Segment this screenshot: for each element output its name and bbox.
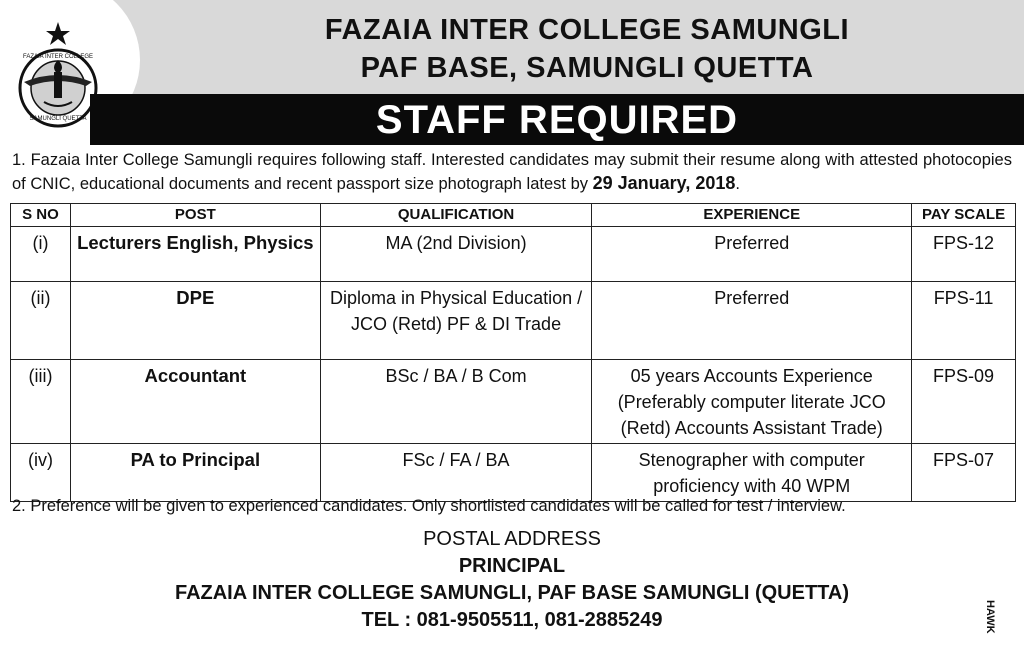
table-row bbox=[11, 444, 1016, 502]
cell-sno: (i) bbox=[11, 227, 71, 282]
cell-post: DPE bbox=[70, 282, 320, 360]
cell-experience: 05 years Accounts Experience (Preferably computer literate JCO (Retd) Accounts Assistant Trade) bbox=[592, 360, 912, 444]
staff-required-banner: STAFF REQUIRED bbox=[375, 98, 739, 142]
cell-experience: Preferred bbox=[592, 282, 912, 360]
cell-pay: FPS-11 bbox=[912, 282, 1016, 360]
cell-post: Lecturers English, Physics bbox=[70, 227, 320, 282]
col-header-sno: S NO bbox=[11, 204, 71, 227]
col-header-qualification: QUALIFICATION bbox=[320, 204, 592, 227]
cell-pay: FPS-09 bbox=[912, 360, 1016, 444]
crest-text-top: FAZAIA INTER COLLEGE bbox=[22, 54, 94, 60]
intro-text: 1. Fazaia Inter College Samungli requires following staff. Interested candidates may submit their resume along with attested photocopies of CNIC, educational documents and recent passport size photograph latest by bbox=[12, 151, 1012, 193]
cell-qualification: BSc / BA / B Com bbox=[320, 360, 592, 444]
cell-experience: Preferred bbox=[592, 227, 912, 282]
cell-sno: (ii) bbox=[11, 282, 71, 360]
col-header-post: POST bbox=[70, 204, 320, 227]
cell-qualification: MA (2nd Division) bbox=[320, 227, 592, 282]
header bbox=[0, 0, 1024, 145]
cell-qualification: FSc / FA / BA bbox=[320, 444, 592, 502]
telephone-numbers: TEL : 081-9505511, 081-2885249 bbox=[361, 609, 663, 631]
cell-post: PA to Principal bbox=[70, 444, 320, 502]
preference-note: 2. Preference will be given to experienced candidates. Only shortlisted candidates will be called for test / interview. bbox=[12, 497, 846, 515]
base-title: PAF BASE, SAMUNGLI QUETTA bbox=[360, 52, 814, 84]
intro-end: . bbox=[735, 175, 740, 193]
cell-pay: FPS-07 bbox=[912, 444, 1016, 502]
college-title: FAZAIA INTER COLLEGE SAMUNGLI bbox=[324, 14, 850, 46]
col-header-pay-scale: PAY SCALE bbox=[912, 204, 1016, 227]
cell-sno: (iii) bbox=[11, 360, 71, 444]
principal-label: PRINCIPAL bbox=[458, 555, 566, 577]
table-row bbox=[11, 282, 1016, 360]
cell-sno: (iv) bbox=[11, 444, 71, 502]
college-address: FAZAIA INTER COLLEGE SAMUNGLI, PAF BASE SAMUNGLI (QUETTA) bbox=[174, 582, 850, 604]
agency-mark: HAWK bbox=[984, 600, 996, 634]
cell-post: Accountant bbox=[70, 360, 320, 444]
deadline-date: 29 January, 2018 bbox=[592, 173, 736, 193]
vacancies-table bbox=[10, 203, 1016, 502]
intro-paragraph bbox=[12, 149, 1012, 196]
table-header-row bbox=[11, 204, 1016, 227]
college-crest-icon bbox=[16, 20, 100, 128]
table-row bbox=[11, 227, 1016, 282]
cell-pay: FPS-12 bbox=[912, 227, 1016, 282]
cell-experience: Stenographer with computer proficiency with 40 WPM bbox=[592, 444, 912, 502]
table-row bbox=[11, 360, 1016, 444]
cell-qualification: Diploma in Physical Education / JCO (Retd) PF & DI Trade bbox=[320, 282, 592, 360]
crest-text-bottom: SAMUNGLI QUETTA bbox=[29, 116, 87, 122]
postal-address-heading: POSTAL ADDRESS bbox=[423, 528, 601, 550]
col-header-experience: EXPERIENCE bbox=[592, 204, 912, 227]
